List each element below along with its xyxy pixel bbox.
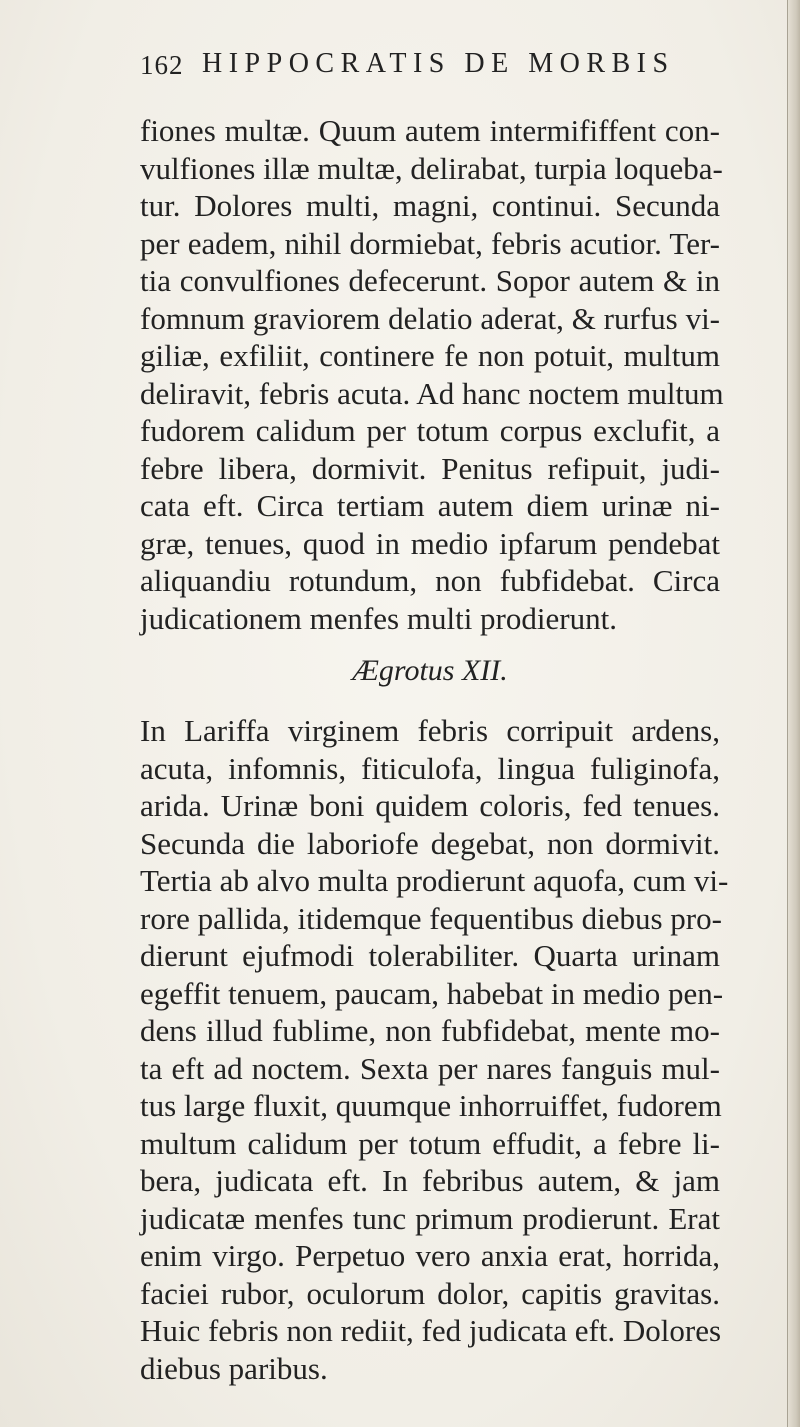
text-line: rore pallida, itidemque fequentibus diebus pro- (140, 900, 722, 936)
text-line: aliquandiu rotundum, non fubfidebat. Circa (140, 563, 720, 598)
text-line: multum calidum per totum effudit, a febre li- (140, 1125, 720, 1161)
text-line: judicationem menfes multi prodierunt. (140, 600, 617, 636)
text-line: tur. Dolores multi, magni, continui. Secunda (140, 188, 720, 223)
text-line: per eadem, nihil dormiebat, febris acutior. Ter- (140, 225, 720, 261)
text-line: diebus paribus. (140, 1350, 328, 1386)
text-line: Secunda die laboriofe degebat, non dormivit. (140, 825, 720, 861)
section-heading: Ægrotus XII. (352, 654, 508, 687)
text-line: acuta, infomnis, fiticulofa, lingua fuliginofa, (140, 750, 720, 786)
text-line: In Lariffa virginem febris corripuit ardens, (140, 713, 720, 748)
text-line: Huic febris non rediit, fed judicata eft. Dolores (140, 1313, 722, 1348)
text-line: ta eft ad noctem. Sexta per nares fanguis mul- (140, 1050, 720, 1086)
text-line: enim virgo. Perpetuo vero anxia erat, horrida, (140, 1238, 720, 1273)
running-title: HIPPOCRATIS DE MORBIS (202, 48, 675, 79)
text-line: febre libera, dormivit. Penitus refipuit, judi- (140, 450, 720, 486)
text-line: tus large fluxit, quumque inhorruiffet, fudorem (140, 1088, 722, 1123)
text-line: faciei rubor, oculorum dolor, capitis gravitas. (140, 1275, 720, 1311)
text-line: deliravit, febris acuta. Ad hanc noctem multum (140, 375, 724, 411)
text-line: judicatæ menfes tunc primum prodierunt. Erat (140, 1200, 720, 1236)
text-line: fomnum graviorem delatio aderat, & rurfus vi- (140, 300, 720, 336)
text-line: Tertia ab alvo multa prodierunt aquofa, cum vi- (140, 863, 729, 898)
text-line: giliæ, exfiliit, continere fe non potuit, multum (140, 338, 720, 373)
text-line: tia convulfiones defecerunt. Sopor autem & in (140, 263, 720, 298)
text-line: cata eft. Circa tertiam autem diem urinæ ni- (140, 488, 720, 523)
text-line: vulfiones illæ multæ, delirabat, turpia loqueba- (140, 150, 723, 186)
text-line: fudorem calidum per totum corpus exclufit, a (140, 413, 720, 448)
page-number: 162 (140, 50, 184, 80)
text-line: græ, tenues, quod in medio ipfarum pendebat (140, 525, 720, 561)
text-line: fiones multæ. Quum autem intermififfent con- (140, 113, 720, 148)
running-head (140, 48, 720, 92)
page-edge (787, 0, 800, 1427)
text-line: dierunt ejufmodi tolerabiliter. Quarta urinam (140, 938, 720, 973)
text-line: arida. Urinæ boni quidem coloris, fed tenues. (140, 788, 720, 823)
text-line: egeffit tenuem, paucam, habebat in medio pen- (140, 975, 724, 1011)
text-line: dens illud fublime, non fubfidebat, mente mo- (140, 1013, 720, 1048)
paragraph-2 (140, 712, 729, 1387)
text-line: bera, judicata eft. In febribus autem, & jam (140, 1163, 720, 1198)
paragraph-1 (140, 112, 724, 637)
